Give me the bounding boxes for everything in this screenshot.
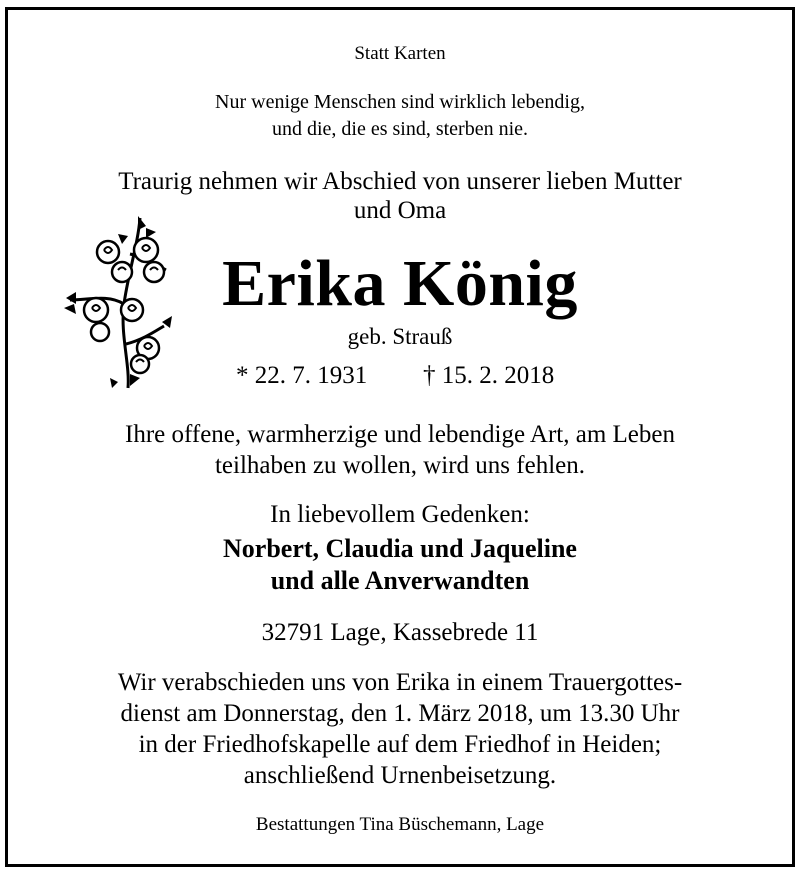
service-line-3: in der Friedhofskapelle auf dem Friedhof in Heiden; bbox=[138, 731, 662, 758]
intro-line-1: Traurig nehmen wir Abschied von unserer lieben Mutter bbox=[118, 168, 682, 195]
service-line-2: dienst am Donnerstag, den 1. März 2018, um 13.30 Uhr bbox=[120, 700, 680, 727]
tribute-line-1: Ihre offene, warmherzige und lebendige Art, am Leben bbox=[125, 421, 675, 448]
tribute-line-2: teilhaben zu wollen, wird uns fehlen. bbox=[214, 452, 586, 479]
intro-line-2: und Oma bbox=[353, 197, 447, 224]
birth-date: * 22. 7. 1931 bbox=[236, 362, 368, 389]
quote-line-2: und die, die es sind, sterben nie. bbox=[271, 118, 529, 140]
service-line-1: Wir verabschieden uns von Erika in einem Trauergottes- bbox=[117, 669, 683, 696]
rose-branch-icon bbox=[58, 214, 176, 390]
mourners-line-1: Norbert, Claudia und Jaqueline bbox=[223, 534, 577, 563]
service-line-4: anschließend Urnenbeisetzung. bbox=[243, 762, 557, 789]
quote-line-1: Nur wenige Menschen sind wirklich lebendig, bbox=[215, 91, 585, 113]
mourners-line-2: und alle Anverwandten bbox=[270, 566, 530, 595]
death-date: † 15. 2. 2018 bbox=[423, 362, 555, 389]
header-statt-karten: Statt Karten bbox=[354, 43, 446, 64]
mourners-intro: In liebevollem Gedenken: bbox=[270, 501, 530, 528]
birth-name: geb. Strauß bbox=[347, 324, 453, 349]
deceased-name: Erika König bbox=[222, 247, 578, 320]
funeral-home: Bestattungen Tina Büschemann, Lage bbox=[255, 814, 545, 835]
address: 32791 Lage, Kassebrede 11 bbox=[261, 619, 539, 646]
